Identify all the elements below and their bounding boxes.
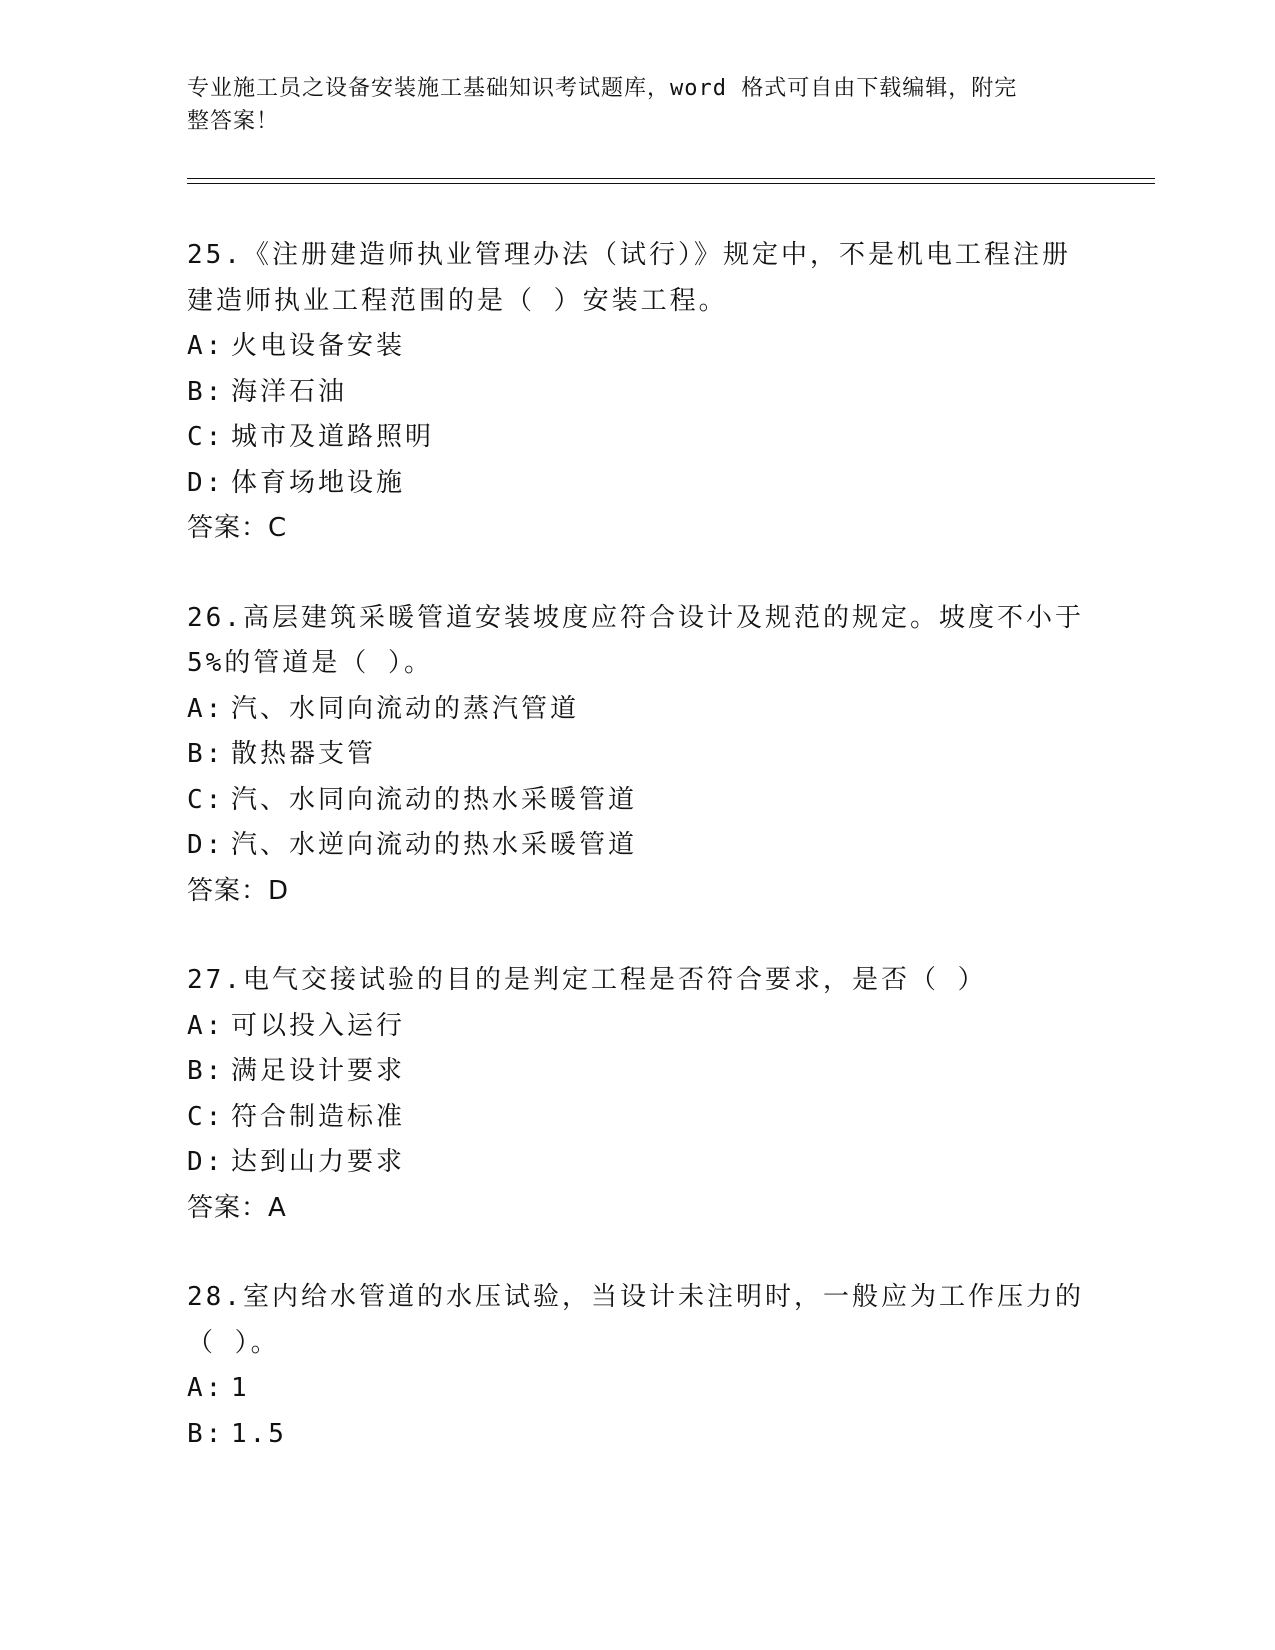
question-stem-line: 5%的管道是（ ）。	[187, 648, 433, 678]
option-b	[187, 1412, 1087, 1458]
option-d	[187, 461, 1087, 507]
option-a	[187, 687, 1087, 733]
document-header	[187, 72, 1067, 138]
option-c	[187, 778, 1087, 824]
option-text: 符合制造标准	[231, 1101, 406, 1132]
option-text: 散热器支管	[231, 739, 377, 769]
question-28	[187, 1275, 1087, 1457]
question-stem-line: 26.高层建筑采暖管道安装坡度应符合设计及规范的规定。坡度不小于	[187, 602, 1084, 633]
option-a	[187, 1004, 1087, 1050]
question-stem-line: 建造师执业工程范围的是（ ）安装工程。	[187, 285, 728, 316]
question-26	[187, 596, 1087, 915]
option-a	[187, 324, 1087, 370]
option-letter: C:	[187, 422, 225, 452]
option-b	[187, 732, 1087, 778]
option-a	[187, 1366, 1087, 1412]
option-text: 达到山力要求	[231, 1147, 406, 1177]
answer-line: 答案：C	[187, 513, 288, 543]
option-text: 1.5	[231, 1418, 287, 1449]
question-stem-line: 27.电气交接试验的目的是判定工程是否符合要求，是否（ ）	[187, 965, 987, 995]
question-list	[187, 233, 1087, 1501]
option-d	[187, 1140, 1087, 1186]
option-text: 汽、水逆向流动的热水采暖管道	[231, 830, 638, 860]
option-b	[187, 370, 1087, 416]
option-text: 汽、水同向流动的蒸汽管道	[231, 693, 580, 724]
option-letter: B:	[187, 739, 225, 769]
option-letter: A:	[187, 1010, 225, 1041]
answer-line: 答案：A	[187, 1192, 287, 1223]
header-divider-bottom	[187, 183, 1155, 184]
option-text: 体育场地设施	[231, 467, 406, 498]
question-stem-line: （ ）。	[187, 1327, 280, 1358]
option-text: 海洋石油	[231, 376, 348, 407]
option-letter: D:	[187, 830, 225, 860]
option-text: 城市及道路照明	[231, 422, 435, 452]
option-text: 火电设备安装	[231, 331, 406, 361]
answer-line: 答案：D	[187, 875, 290, 906]
option-letter: C:	[187, 784, 225, 815]
option-text: 可以投入运行	[231, 1010, 406, 1041]
header-line-2: 整答案！	[187, 109, 280, 134]
option-letter: C:	[187, 1101, 225, 1132]
header-line-1: 专业施工员之设备安装施工基础知识考试题库，word 格式可自由下载编辑，附完	[187, 76, 1018, 101]
option-letter: A:	[187, 331, 225, 361]
question-stem-line: 28.室内给水管道的水压试验，当设计未注明时，一般应为工作压力的	[187, 1282, 1084, 1312]
option-d	[187, 823, 1087, 869]
option-letter: B:	[187, 1056, 225, 1086]
option-letter: D:	[187, 467, 225, 498]
option-text: 汽、水同向流动的热水采暖管道	[231, 784, 638, 815]
option-c	[187, 1095, 1087, 1141]
option-letter: D:	[187, 1147, 225, 1177]
option-b	[187, 1049, 1087, 1095]
option-text: 满足设计要求	[231, 1056, 406, 1086]
question-27	[187, 958, 1087, 1231]
option-letter: A:	[187, 1373, 225, 1403]
question-stem-line: 25.《注册建造师执业管理办法（试行）》规定中，不是机电工程注册	[187, 240, 1071, 270]
header-divider-top	[187, 178, 1155, 179]
option-letter: A:	[187, 693, 225, 724]
option-letter: B:	[187, 1418, 225, 1449]
option-text: 1	[231, 1373, 250, 1403]
question-25	[187, 233, 1087, 552]
option-c	[187, 415, 1087, 461]
option-letter: B:	[187, 376, 225, 407]
